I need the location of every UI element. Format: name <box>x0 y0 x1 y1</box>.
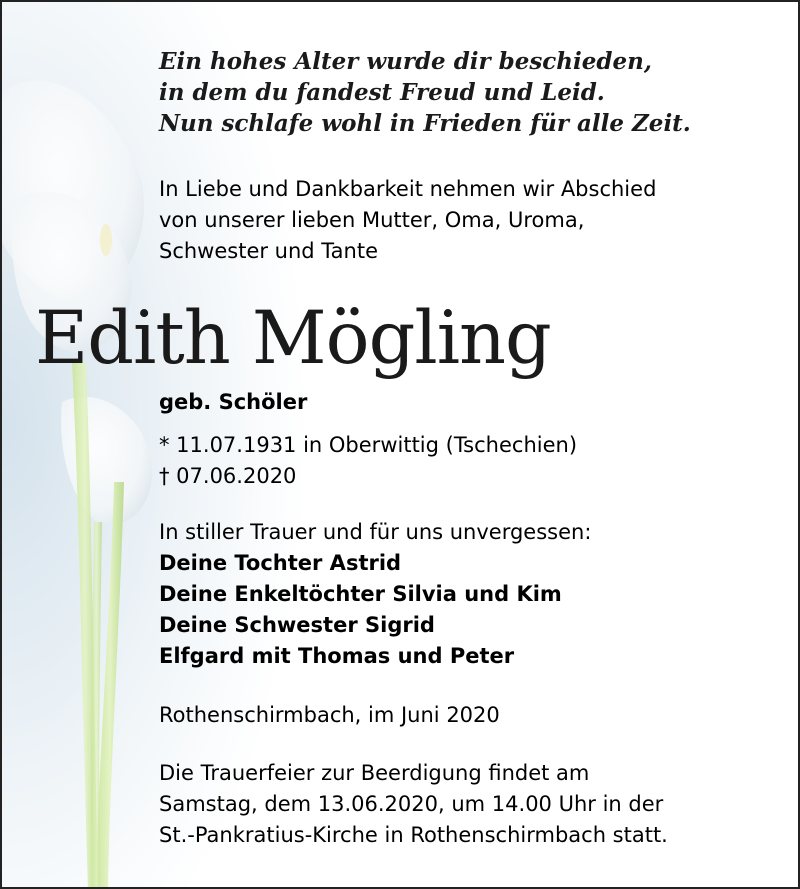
mourner-name: Deine Tochter Astrid <box>159 551 402 575</box>
poem <box>159 46 779 139</box>
funeral-info <box>159 758 779 851</box>
birth-date: * 11.07.1931 in Oberwittig (Tschechien) <box>159 433 578 457</box>
maiden-name: geb. Schöler <box>159 390 308 414</box>
death-date: † 07.06.2020 <box>159 464 297 488</box>
poem-line: Nun schlafe wohl in Frieden für alle Zeit. <box>159 110 691 137</box>
poem-line: Ein hohes Alter wurde dir beschieden, <box>159 48 652 75</box>
place-date-text: Rothenschirmbach, im Juni 2020 <box>159 703 500 727</box>
funeral-line: Die Trauerfeier zur Beerdigung findet am <box>159 761 590 785</box>
mourners <box>159 517 779 672</box>
deceased-name: Edith Mögling <box>35 296 551 381</box>
funeral-line: St.-Pankratius-Kirche in Rothenschirmbach statt. <box>159 823 668 847</box>
mourner-name: Elfgard mit Thomas und Peter <box>159 644 515 668</box>
intro-line: Schwester und Tante <box>159 239 378 263</box>
place-date <box>159 700 779 731</box>
mourners-intro: In stiller Trauer und für uns unvergessen: <box>159 520 592 544</box>
mourner-name: Deine Enkeltöchter Silvia und Kim <box>159 582 562 606</box>
funeral-line: Samstag, dem 13.06.2020, um 14.00 Uhr in der <box>159 792 664 816</box>
intro-line: In Liebe und Dankbarkeit nehmen wir Abschied <box>159 177 657 201</box>
farewell-intro <box>159 174 779 267</box>
intro-line: von unserer lieben Mutter, Oma, Uroma, <box>159 208 585 232</box>
deceased-details <box>159 387 779 492</box>
poem-line: in dem du fandest Freud und Leid. <box>159 79 605 106</box>
mourner-name: Deine Schwester Sigrid <box>159 613 435 637</box>
